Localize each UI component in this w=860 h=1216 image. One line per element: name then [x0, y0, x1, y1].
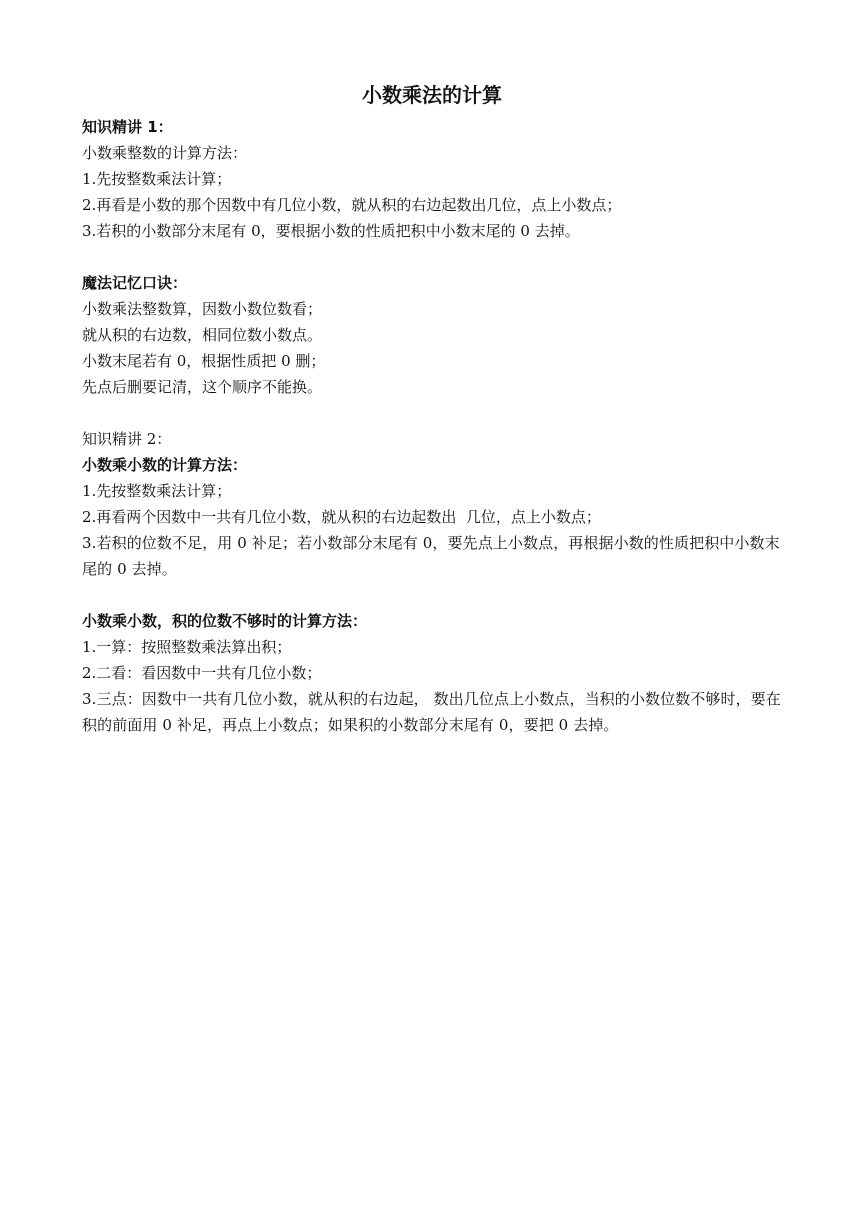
paragraph-line: 小数乘整数的计算方法：	[82, 144, 248, 162]
paragraph-line: 小数乘法整数算，因数小数位数看；	[82, 300, 323, 318]
section-heading: 知识精讲 1：	[82, 118, 173, 136]
paragraph-line: 就从积的右边数，相同位数小数点。	[82, 326, 323, 344]
section-heading: 知识精讲 2：	[82, 430, 172, 448]
paragraph-line: 3.若积的位数不足，用 0 补足；若小数部分末尾有 0，要先点上小数点，再根据小数的性质把积中小数末尾的 0 去掉。	[82, 534, 780, 578]
section-insufficient-digits	[82, 608, 782, 738]
paragraph-line: 3.若积的小数部分末尾有 0，要根据小数的性质把积中小数末尾的 0 去掉。	[82, 222, 580, 240]
section-knowledge-2	[82, 426, 782, 582]
section-heading: 魔法记忆口诀：	[82, 274, 188, 292]
paragraph-line: 2.再看两个因数中一共有几位小数，就从积的右边起数出 几位，点上小数点；	[82, 508, 601, 526]
section-subheading: 小数乘小数的计算方法：	[82, 456, 248, 474]
document-page	[82, 78, 782, 738]
paragraph-line: 1.先按整数乘法计算；	[82, 482, 232, 500]
paragraph-line: 1.一算：按照整数乘法算出积；	[82, 638, 292, 656]
paragraph-line: 小数末尾若有 0，根据性质把 0 删；	[82, 352, 326, 370]
paragraph-line: 先点后删要记清，这个顺序不能换。	[82, 378, 323, 396]
section-heading: 小数乘小数，积的位数不够时的计算方法：	[82, 612, 368, 630]
paragraph-line: 2.二看：看因数中一共有几位小数；	[82, 664, 322, 682]
paragraph-line: 1.先按整数乘法计算；	[82, 170, 232, 188]
section-knowledge-1	[82, 114, 782, 244]
document-title: 小数乘法的计算	[362, 83, 502, 107]
spacer	[82, 400, 782, 426]
spacer	[82, 244, 782, 270]
section-mnemonic	[82, 270, 782, 400]
paragraph-line: 3.三点：因数中一共有几位小数，就从积的右边起， 数出几位点上小数点，当积的小数位数不够时，要在积的前面用 0 补足，再点上小数点；如果积的小数部分末尾有 0，要把 0 去掉。	[82, 690, 781, 734]
paragraph-line: 2.再看是小数的那个因数中有几位小数，就从积的右边起数出几位，点上小数点；	[82, 196, 622, 214]
spacer	[82, 582, 782, 608]
